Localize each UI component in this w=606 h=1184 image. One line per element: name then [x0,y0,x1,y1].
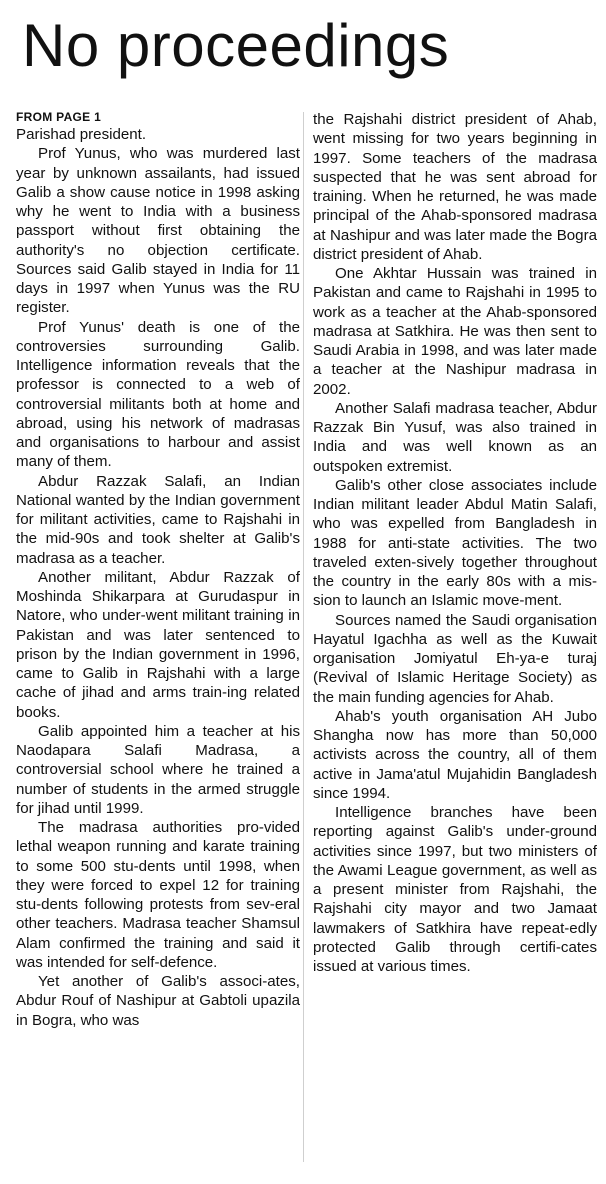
article-column-right [313,110,597,976]
paragraph: One Akhtar Hussain was trained in Pakistan and came to Rajshahi in 1995 to work as a teacher at the Ahab-sponsored madrasa at Satkhira. He was then sent to Saudi Arabia in 1998, and was later made a teacher at the Nashipur madrasa in 2002. [313,265,597,398]
paragraph: the Rajshahi district president of Ahab, went missing for two years beginning in 1997. Some teachers of the madrasa suspected that he was sent abroad for training. When he returned, he was made principal of the Ahab-sponsored madrasa at Nashipur and was later made the Bogra district president of Ahab. [313,111,597,263]
paragraph: Parishad president. [16,126,147,143]
paragraph: Prof Yunus' death is one of the controversies surrounding Galib. Intelligence information reveals that the professor is connected to a web of controversial militants both at home and abroad, using his network of madrasas and organisations to harbour and assist many of them. [16,318,300,471]
paragraph: Ahab's youth organisation AH Jubo Shangha now has more than 50,000 activists across the country, all of them active in Jama'atul Mujahidin Bangladesh since 1994. [313,707,597,802]
paragraph: Yet another of Galib's associ-ates, Abdur Rouf of Nashipur at Gabtoli upazila in Bogra, who was [16,973,300,1029]
paragraph: Prof Yunus, who was murdered last year by unknown assailants, had issued Galib a show cause notice in 1998 asking why he went to India with a business passport without first obtaining the authority's no objection certificate. Sources said Galib stayed in India for 11 days in 1997 when Yunus was the RU register. [16,145,300,317]
paragraph: Intelligence branches have been reporting against Galib's under-ground activities since 1997, but two ministers of the Awami League government, as well as a present minister from Rajshahi, the Rajshahi city mayor and two Jamaat lawmakers of Satkhira have repeat-edly protected Galib through certifi-cates issued at various times. [313,804,597,975]
continuation-kicker: FROM PAGE 1 [16,110,102,124]
column-divider [303,112,304,1162]
paragraph: Sources named the Saudi organisation Hayatul Igachha as well as the Kuwait organisation Jomiyatul Eh-ya-e turaj (Revival of Islamic Heritage Society) as the main funding agencies for Ahab. [313,611,597,706]
paragraph: Another militant, Abdur Razzak of Moshinda Shikarpara at Gurudaspur in Natore, who under-went militant training in Pakistan and was later sentenced to prison by the Indian government in 1996, came to Galib in Rajshahi with a large cache of jihad and arms train-ing related books. [16,568,300,721]
paragraph: The madrasa authorities pro-vided lethal weapon running and karate training to some 500 stu-dents until 1998, when they were forced to expel 12 for training stu-dents following protests from sev-eral other teachers. Madrasa teacher Shamsul Alam confirmed the training and said it was intended for self-defence. [16,819,300,971]
article-column-left [16,110,300,1030]
headline: No proceedings [22,12,450,79]
paragraph: Galib's other close associates include Indian militant leader Abdul Matin Salafi, who was expelled from Bangladesh in 1988 for anti-state activities. The two traveled exten-sively together throughout the country in the early 80s with a mis-sion to launch an Islamic move-ment. [313,476,597,610]
paragraph: Another Salafi madrasa teacher, Abdur Razzak Bin Yusuf, was also trained in India and was well known as an outspoken extremist. [313,399,597,475]
paragraph: Galib appointed him a teacher at his Naodapara Salafi Madrasa, a controversial school where he trained a number of students in the armed struggle for jihad until 1999. [16,722,300,817]
paragraph: Abdur Razzak Salafi, an Indian National wanted by the Indian government for militant activities, came to Rajshahi in the mid-90s and took shelter at Galib's madrasa as a teacher. [16,472,300,567]
